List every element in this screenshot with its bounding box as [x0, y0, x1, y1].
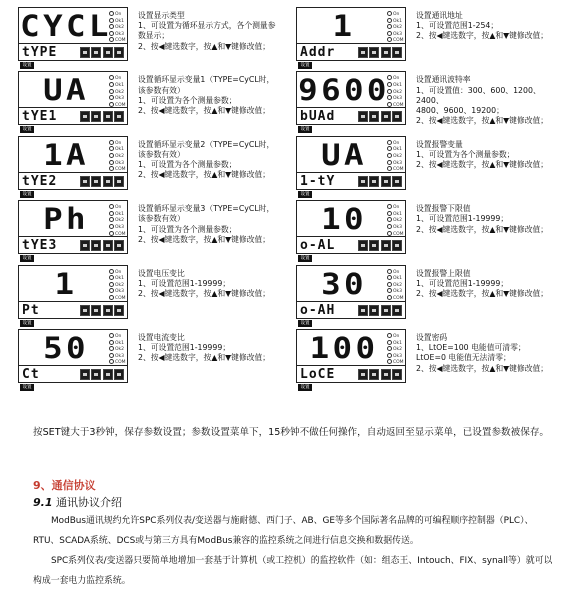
set-key-icon: 设置 [20, 320, 34, 327]
indicator-led: On [109, 333, 125, 340]
setting-description-line: 1、可设置范围1-19999； [416, 214, 509, 224]
indicator-led: COM [109, 359, 125, 366]
indicator-led: Ok3 [387, 224, 403, 231]
right-panel-column [296, 7, 556, 393]
setting-description-line: 设置循环显示变量1（TYPE=CyCL时，该参数有效） [138, 75, 275, 95]
save-note: 按SET键大于3秒钟，保存参数设置；参数设置菜单下，15秒钟不做任何操作，自动返回至显示菜单，已设置参数被保存。 [33, 427, 550, 438]
setting-description-line: 1、可设置为各个测量参数； [138, 160, 237, 170]
panel-divider [297, 107, 405, 108]
down-key-icon [103, 305, 113, 316]
setting-description [138, 269, 278, 300]
panel-divider [19, 301, 127, 302]
indicator-led: Ok2 [109, 153, 125, 160]
indicator-leds [387, 333, 403, 366]
setting-description-line: 1、可设置范围1-19999； [416, 278, 509, 288]
left-key-icon [358, 111, 368, 122]
up-key-icon [91, 369, 101, 380]
indicator-led: On [109, 269, 125, 276]
panel-keys [80, 240, 125, 251]
panel-keys [358, 305, 403, 316]
left-key-icon [358, 305, 368, 316]
panel-keys [358, 111, 403, 122]
down-key-icon [381, 176, 391, 187]
indicator-led: Ok3 [109, 288, 125, 295]
setting-description [138, 75, 278, 116]
main-readout: 50 [43, 330, 89, 365]
section-title: 9、通信协议 [33, 479, 96, 492]
setting-description [138, 204, 278, 245]
down-key-icon [381, 369, 391, 380]
down-key-icon [103, 47, 113, 58]
indicator-led: Ok1 [109, 82, 125, 89]
indicator-led: Ok2 [109, 89, 125, 96]
indicator-led: On [387, 269, 403, 276]
setting-description-line: 2、按◀键选数字，按▲和▼键修改值； [416, 363, 549, 373]
subsection-title: 通讯协议介绍 [56, 496, 122, 509]
left-key-icon [358, 176, 368, 187]
panel-divider [297, 365, 405, 366]
meter-display-panel [296, 7, 406, 61]
indicator-led: Ok2 [109, 24, 125, 31]
setting-description-line: 设置通讯波特率 [416, 75, 471, 85]
panel-keys [358, 240, 403, 251]
setting-description-line: 2、按◀键选数字，按▲和▼键修改值； [416, 224, 549, 234]
indicator-led: COM [109, 231, 125, 238]
left-key-icon [80, 176, 90, 187]
setting-description-line: 设置密码 [416, 332, 448, 342]
setting-row [296, 7, 556, 71]
parameter-code: Pt [22, 302, 40, 318]
main-readout: 9600 [298, 73, 390, 108]
indicator-led: Ok2 [387, 282, 403, 289]
setting-description [416, 75, 556, 126]
setting-row [18, 329, 278, 393]
indicator-led: Ok2 [387, 346, 403, 353]
setting-description-line: 2、按◀键选数字，按▲和▼键修改值； [138, 41, 271, 51]
indicator-led: On [109, 204, 125, 211]
setting-description [138, 140, 278, 181]
meter-display-panel [296, 71, 406, 125]
indicator-led: Ok2 [109, 282, 125, 289]
setting-row [296, 265, 556, 329]
paragraph-monitoring: SPC系列仪表/变送器只要简单地增加一套基于计算机（或工控机）的监控软件（如：组态王、Intouch、FIX、synall等）就可以构成一套电力监控系统。 [33, 556, 553, 586]
enter-key-icon [392, 369, 402, 380]
indicator-led: Ok1 [109, 146, 125, 153]
meter-display-panel [18, 329, 128, 383]
left-key-icon [80, 47, 90, 58]
panel-keys [80, 305, 125, 316]
up-key-icon [369, 176, 379, 187]
parameter-code: tYE3 [22, 238, 58, 254]
meter-display-panel [18, 7, 128, 61]
panel-keys [80, 176, 125, 187]
meter-display-panel [18, 200, 128, 254]
indicator-led: Ok2 [387, 89, 403, 96]
setting-row [296, 329, 556, 393]
down-key-icon [103, 369, 113, 380]
main-readout: 1 [54, 266, 78, 301]
set-key-icon: 设置 [20, 62, 34, 69]
up-key-icon [91, 176, 101, 187]
up-key-icon [91, 240, 101, 251]
setting-row [18, 200, 278, 264]
setting-description-line: 1、可设置范围1-19999； [138, 278, 231, 288]
setting-description [416, 204, 556, 235]
setting-description-line: 设置循环显示变量3（TYPE=CyCL时，该参数有效） [138, 204, 275, 224]
parameter-code: o-AH [300, 302, 336, 318]
indicator-led: Ok3 [109, 353, 125, 360]
main-readout: Ph [43, 202, 89, 237]
panel-divider [19, 236, 127, 237]
indicator-leds [387, 204, 403, 237]
indicator-led: COM [109, 295, 125, 302]
setting-description-line: 2、按◀键选数字，按▲和▼键修改值； [138, 106, 271, 115]
panel-divider [19, 43, 127, 44]
indicator-led: Ok1 [387, 82, 403, 89]
panel-divider [297, 172, 405, 173]
setting-description [138, 11, 278, 52]
indicator-led: Ok3 [387, 31, 403, 38]
main-readout: UA [43, 73, 89, 108]
panel-divider [297, 301, 405, 302]
enter-key-icon [114, 47, 124, 58]
indicator-led: COM [109, 37, 125, 44]
indicator-led: COM [387, 359, 403, 366]
indicator-leds [109, 75, 125, 108]
enter-key-icon [392, 47, 402, 58]
setting-description-line: LtOE=0 电能值无法清零； [416, 353, 511, 363]
down-key-icon [103, 240, 113, 251]
panel-keys [80, 111, 125, 122]
setting-description-line: 2、按◀键选数字，按▲和▼键修改值； [138, 288, 271, 298]
indicator-led: On [109, 140, 125, 147]
setting-description [416, 269, 556, 300]
indicator-leds [109, 140, 125, 173]
setting-description-line: 1、可设置为循环显示方式，各个测量参数显示； [138, 21, 276, 41]
panel-keys [358, 369, 403, 380]
main-readout: CYCL [20, 9, 112, 43]
indicator-led: On [387, 75, 403, 82]
setting-description [138, 333, 278, 364]
indicator-led: On [387, 204, 403, 211]
indicator-led: Ok3 [109, 224, 125, 231]
set-key-icon: 设置 [20, 191, 34, 198]
setting-description-line: 2、按◀键选数字，按▲和▼键修改值； [416, 31, 549, 41]
indicator-leds [387, 269, 403, 302]
meter-display-panel [18, 265, 128, 319]
set-key-icon: 设置 [298, 191, 312, 198]
left-key-icon [80, 369, 90, 380]
setting-description [416, 333, 556, 374]
enter-key-icon [114, 240, 124, 251]
setting-row [18, 265, 278, 329]
main-readout: 100 [309, 330, 379, 365]
parameter-code: bUAd [300, 109, 336, 125]
main-readout: 30 [321, 266, 367, 301]
indicator-leds [387, 75, 403, 108]
panel-divider [19, 365, 127, 366]
indicator-led: Ok3 [387, 353, 403, 360]
setting-description-line: 2、按◀键选数字，按▲和▼键修改值； [138, 170, 271, 180]
indicator-leds [387, 140, 403, 173]
main-readout: UA [321, 137, 367, 172]
panel-divider [297, 236, 405, 237]
setting-description-line: 1、可设置为各个测量参数； [138, 95, 237, 105]
down-key-icon [381, 47, 391, 58]
meter-display-panel [296, 329, 406, 383]
indicator-led: On [109, 11, 125, 18]
indicator-led: COM [387, 231, 403, 238]
up-key-icon [369, 111, 379, 122]
indicator-led: Ok2 [387, 153, 403, 160]
setting-description [416, 140, 556, 171]
panel-divider [19, 172, 127, 173]
down-key-icon [381, 240, 391, 251]
setting-description-line: 2、按◀键选数字，按▲和▼键修改值； [138, 353, 271, 363]
setting-description-line: 设置通讯地址 [416, 11, 463, 20]
parameter-code: tYPE [22, 45, 58, 60]
enter-key-icon [114, 369, 124, 380]
indicator-led: Ok1 [387, 340, 403, 347]
up-key-icon [91, 111, 101, 122]
up-key-icon [369, 369, 379, 380]
indicator-led: Ok2 [109, 217, 125, 224]
left-key-icon [358, 369, 368, 380]
set-key-icon: 设置 [20, 126, 34, 133]
parameter-code: LoCE [300, 366, 336, 382]
down-key-icon [103, 111, 113, 122]
setting-description-line: 2、按◀键选数字，按▲和▼键修改值； [416, 288, 549, 298]
setting-description-line: 设置循环显示变量2（TYPE=CyCL时，该参数有效） [138, 139, 275, 159]
enter-key-icon [392, 176, 402, 187]
indicator-led: COM [387, 295, 403, 302]
left-key-icon [80, 305, 90, 316]
parameter-code: 1-tY [300, 173, 336, 189]
down-key-icon [381, 111, 391, 122]
indicator-led: Ok1 [109, 340, 125, 347]
setting-description-line: 设置电压变比 [138, 268, 185, 278]
parameter-code: tYE2 [22, 173, 58, 189]
left-key-icon [80, 111, 90, 122]
setting-description-line: 设置显示类型 [138, 11, 185, 20]
setting-description-line: 2、按◀键选数字，按▲和▼键修改值； [416, 160, 549, 170]
main-readout: 10 [321, 202, 367, 237]
indicator-led: On [387, 333, 403, 340]
parameter-code: tYE1 [22, 109, 58, 125]
setting-description [416, 11, 556, 42]
setting-row [296, 200, 556, 264]
enter-key-icon [114, 111, 124, 122]
indicator-leds [109, 11, 125, 44]
set-key-icon: 设置 [20, 384, 34, 391]
enter-key-icon [392, 111, 402, 122]
up-key-icon [369, 240, 379, 251]
panel-divider [19, 107, 127, 108]
indicator-led: COM [387, 37, 403, 44]
panel-divider [297, 43, 405, 44]
indicator-led: Ok3 [387, 95, 403, 102]
indicator-led: COM [387, 166, 403, 173]
indicator-led: COM [387, 102, 403, 109]
indicator-led: On [387, 140, 403, 147]
indicator-led: Ok1 [387, 275, 403, 282]
indicator-led: On [387, 11, 403, 18]
left-key-icon [358, 240, 368, 251]
indicator-led: Ok1 [387, 211, 403, 218]
up-key-icon [369, 305, 379, 316]
set-key-icon: 设置 [298, 320, 312, 327]
setting-row [296, 136, 556, 200]
enter-key-icon [114, 305, 124, 316]
panel-keys [358, 47, 403, 58]
paragraph-modbus: ModBus通讯规约允许SPC系列仪表/变送器与施耐德、西门子、AB、GE等多个国际著名品牌的可编程顺序控制器（PLC）、RTU、SCADA系统、DCS或与第三方具有ModBus兼容的监控系统之间进行信息交换和数据传送。 [33, 516, 534, 546]
indicator-led: Ok3 [387, 160, 403, 167]
indicator-led: Ok2 [387, 24, 403, 31]
main-readout: 1A [43, 137, 89, 172]
panel-keys [80, 369, 125, 380]
indicator-leds [109, 333, 125, 366]
left-panel-column [18, 7, 278, 393]
indicator-led: Ok1 [109, 275, 125, 282]
setting-description-line: 设置报警下限值 [416, 204, 471, 214]
set-key-icon: 设置 [298, 62, 312, 69]
parameter-code: Addr [300, 45, 336, 60]
indicator-led: Ok1 [109, 18, 125, 25]
set-key-icon: 设置 [20, 255, 34, 262]
setting-row [18, 136, 278, 200]
indicator-led: Ok3 [109, 31, 125, 38]
meter-display-panel [18, 71, 128, 125]
set-key-icon: 设置 [298, 255, 312, 262]
setting-description-line: 1、可设置范围1-254； [416, 21, 499, 31]
indicator-leds [109, 269, 125, 302]
enter-key-icon [392, 305, 402, 316]
indicator-led: COM [109, 166, 125, 173]
setting-row [296, 71, 556, 135]
set-key-icon: 设置 [298, 126, 312, 133]
set-key-icon: 设置 [298, 384, 312, 391]
indicator-led: COM [109, 102, 125, 109]
setting-description-line: 设置报警变量 [416, 139, 463, 149]
setting-description-line: 1、LtOE=100 电能值可清零； [416, 343, 526, 353]
indicator-led: Ok3 [387, 288, 403, 295]
parameter-code: o-AL [300, 238, 336, 254]
indicator-led: Ok1 [109, 211, 125, 218]
left-key-icon [358, 47, 368, 58]
setting-description-line: 2、按◀键选数字，按▲和▼键修改值； [416, 116, 549, 126]
indicator-led: Ok1 [387, 18, 403, 25]
indicator-led: On [109, 75, 125, 82]
subsection-heading [33, 494, 122, 510]
indicator-led: Ok3 [109, 160, 125, 167]
up-key-icon [91, 305, 101, 316]
meter-display-panel [296, 200, 406, 254]
panel-keys [80, 47, 125, 58]
indicator-led: Ok3 [109, 95, 125, 102]
up-key-icon [91, 47, 101, 58]
down-key-icon [381, 305, 391, 316]
meter-display-panel [296, 265, 406, 319]
indicator-leds [109, 204, 125, 237]
meter-display-panel [296, 136, 406, 190]
indicator-led: Ok2 [387, 217, 403, 224]
setting-description-line: 2、按◀键选数字，按▲和▼键修改值； [138, 234, 271, 244]
setting-row [18, 7, 278, 71]
subsection-number: 9.1 [33, 496, 53, 509]
setting-description-line: 设置电流变比 [138, 332, 185, 342]
setting-description-line: 1、可设置为各个测量参数； [138, 224, 237, 234]
parameter-code: Ct [22, 366, 40, 382]
enter-key-icon [114, 176, 124, 187]
setting-description-line: 1、可设置值：300、600、1200、2400、 4800、9600、19200； [416, 85, 541, 115]
indicator-leds [387, 11, 403, 44]
down-key-icon [103, 176, 113, 187]
enter-key-icon [392, 240, 402, 251]
meter-display-panel [18, 136, 128, 190]
setting-description-line: 1、可设置为各个测量参数； [416, 149, 515, 159]
indicator-led: Ok1 [387, 146, 403, 153]
main-readout: 1 [332, 9, 356, 43]
panel-keys [358, 176, 403, 187]
setting-description-line: 1、可设置范围1-19999； [138, 343, 231, 353]
left-key-icon [80, 240, 90, 251]
up-key-icon [369, 47, 379, 58]
setting-description-line: 设置报警上限值 [416, 268, 471, 278]
setting-row [18, 71, 278, 135]
indicator-led: Ok2 [109, 346, 125, 353]
